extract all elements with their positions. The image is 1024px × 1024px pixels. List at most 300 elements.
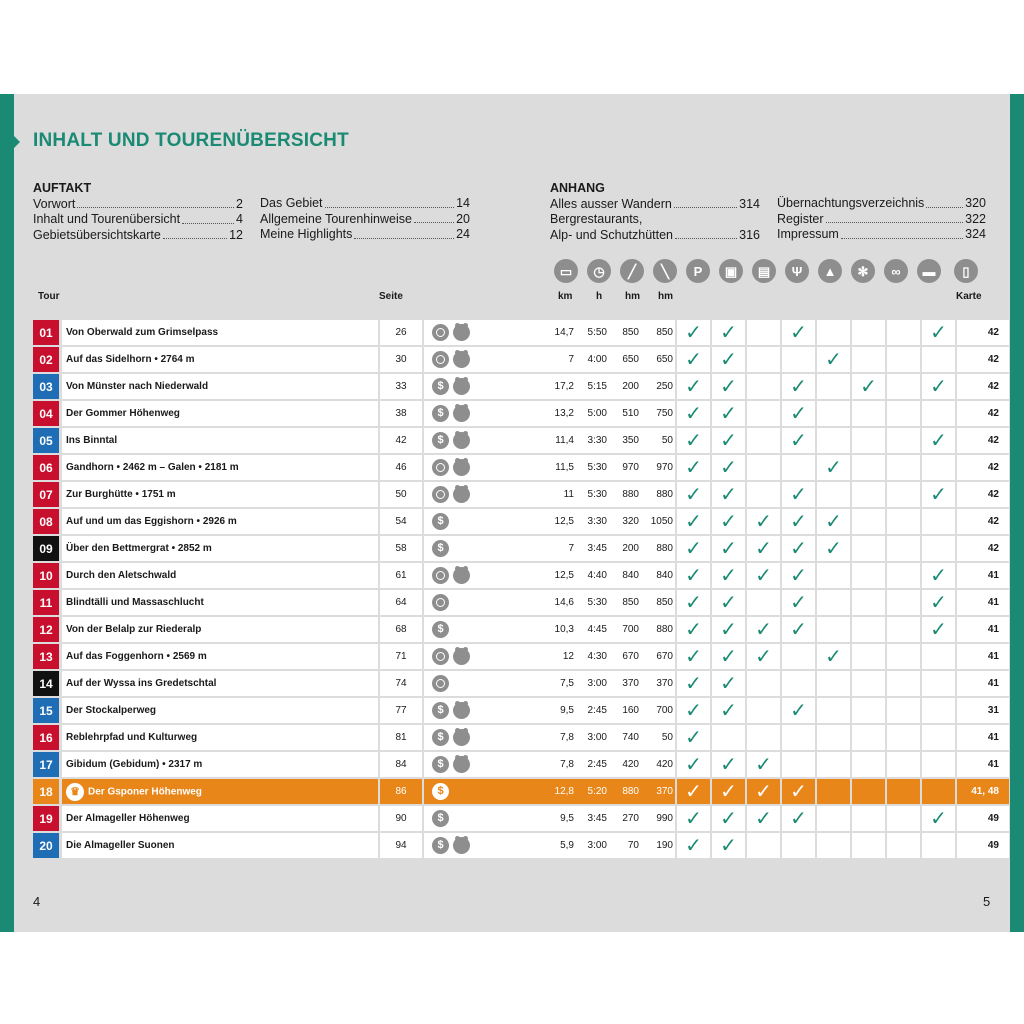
- tour-page: 90: [378, 806, 424, 831]
- feature-check: [815, 428, 850, 453]
- toc-entry: [550, 228, 760, 244]
- tour-ascent: 370: [607, 671, 639, 696]
- tour-hours: 3:00: [574, 671, 607, 696]
- tour-name: [62, 725, 378, 750]
- tour-name: [62, 401, 378, 426]
- tour-km: 11: [544, 482, 574, 507]
- tour-km: 9,5: [544, 806, 574, 831]
- tour-number: 03: [33, 374, 62, 399]
- tour-hours: 3:00: [574, 725, 607, 750]
- tour-symbols: [424, 536, 504, 561]
- toc-leader-dots: [77, 197, 234, 209]
- tour-page: 86: [378, 779, 424, 804]
- tour-row[interactable]: [33, 644, 1009, 669]
- feature-check: [815, 806, 850, 831]
- tour-name: [62, 671, 378, 696]
- tour-name-text: Von Münster nach Niederwald: [66, 381, 209, 392]
- feature-check: [920, 671, 955, 696]
- check-icon: ✓: [710, 806, 745, 831]
- tour-number: 19: [33, 806, 62, 831]
- tour-number: 02: [33, 347, 62, 372]
- tour-name-text: Der Stockalperweg: [66, 705, 157, 716]
- feature-check: [745, 725, 780, 750]
- col-hm-down: hm: [658, 291, 673, 302]
- tour-km: 5,9: [544, 833, 574, 858]
- page-title: INHALT UND TOURENÜBERSICHT: [33, 130, 349, 151]
- hut-icon: ▲: [818, 259, 842, 283]
- tour-row[interactable]: [33, 374, 1009, 399]
- feature-check: [920, 698, 955, 723]
- tour-map-page: 41: [955, 752, 1009, 777]
- tour-descent: 1050: [639, 509, 675, 534]
- tour-symbols: [424, 644, 504, 669]
- tour-map-page: 49: [955, 806, 1009, 831]
- difficulty-icon: [432, 594, 449, 611]
- cost-icon: $: [432, 756, 449, 773]
- check-icon: ✓: [675, 428, 710, 453]
- family-icon: [453, 648, 470, 665]
- check-icon: ✓: [710, 347, 745, 372]
- check-icon: ✓: [920, 806, 955, 831]
- toc-entry: [260, 227, 470, 243]
- check-icon: ✓: [780, 428, 815, 453]
- tour-symbols: [424, 374, 504, 399]
- tour-descent: 250: [639, 374, 675, 399]
- tour-name-text: Ins Binntal: [66, 435, 118, 446]
- tour-name: [62, 833, 378, 858]
- anhang-section-col2: [777, 196, 986, 243]
- tour-ascent: 350: [607, 428, 639, 453]
- check-icon: ✓: [675, 401, 710, 426]
- tour-name: [62, 617, 378, 642]
- check-icon: ✓: [780, 374, 815, 399]
- family-icon: [453, 378, 470, 395]
- tour-name-text: Von der Belalp zur Riederalp: [66, 624, 202, 635]
- toc-entry-label: Das Gebiet: [260, 196, 323, 210]
- feature-check: [745, 590, 780, 615]
- feature-check: [780, 752, 815, 777]
- tour-symbols: [424, 752, 504, 777]
- check-icon: ✓: [675, 590, 710, 615]
- toc-entry-page: 14: [456, 196, 470, 210]
- tour-name: [62, 509, 378, 534]
- tour-page: 77: [378, 698, 424, 723]
- tour-number: 08: [33, 509, 62, 534]
- feature-check: [745, 698, 780, 723]
- spacer: [504, 428, 544, 453]
- tour-row[interactable]: [33, 725, 1009, 750]
- feature-check: [850, 455, 885, 480]
- cost-icon: $: [432, 729, 449, 746]
- toc-entry-label: Alles ausser Wandern: [550, 196, 672, 211]
- tour-ascent: 850: [607, 320, 639, 345]
- feature-check: [885, 428, 920, 453]
- tour-km: 7: [544, 347, 574, 372]
- feature-check: [920, 644, 955, 669]
- feature-check: [885, 752, 920, 777]
- check-icon: ✓: [710, 428, 745, 453]
- tour-symbols: [424, 671, 504, 696]
- check-icon: ✓: [780, 509, 815, 534]
- tour-row[interactable]: [33, 671, 1009, 696]
- check-icon: ✓: [780, 320, 815, 345]
- feature-check: [885, 536, 920, 561]
- check-icon: ✓: [710, 401, 745, 426]
- tour-km: 12,5: [544, 563, 574, 588]
- tour-map-page: 42: [955, 428, 1009, 453]
- check-icon: ✓: [745, 644, 780, 669]
- tour-page: 30: [378, 347, 424, 372]
- tour-hours: 3:45: [574, 536, 607, 561]
- auftakt-section-col2: [260, 196, 470, 243]
- tour-hours: 2:45: [574, 698, 607, 723]
- feature-check: [780, 725, 815, 750]
- check-icon: ✓: [710, 617, 745, 642]
- difficulty-icon: [432, 351, 449, 368]
- bike-icon: ∞: [884, 259, 908, 283]
- tour-row[interactable]: [33, 779, 1009, 804]
- cost-icon: $: [432, 702, 449, 719]
- tour-page: 64: [378, 590, 424, 615]
- feature-check: [850, 482, 885, 507]
- tour-row[interactable]: [33, 833, 1009, 858]
- tour-number: 10: [33, 563, 62, 588]
- tour-row[interactable]: [33, 536, 1009, 561]
- toc-entry: [33, 197, 243, 213]
- feature-check: [815, 320, 850, 345]
- spacer: [504, 779, 544, 804]
- tour-row[interactable]: [33, 617, 1009, 642]
- toc-entry: [260, 196, 470, 212]
- tour-symbols: [424, 347, 504, 372]
- spacer: [504, 698, 544, 723]
- toc-entry-page: 316: [739, 227, 760, 242]
- feature-check: [815, 671, 850, 696]
- tour-name: [62, 320, 378, 345]
- feature-check: [745, 833, 780, 858]
- feature-check: [815, 779, 850, 804]
- tour-number: 07: [33, 482, 62, 507]
- toc-leader-dots: [325, 196, 455, 208]
- check-icon: ✓: [815, 455, 850, 480]
- tour-hours: 3:30: [574, 428, 607, 453]
- tour-symbols: [424, 509, 504, 534]
- feature-check: [885, 644, 920, 669]
- feature-check: [885, 563, 920, 588]
- cost-icon: $: [432, 405, 449, 422]
- tour-name: [62, 752, 378, 777]
- cost-icon: $: [432, 621, 449, 638]
- toc-leader-dots: [926, 196, 963, 208]
- anhang-section: [550, 181, 760, 243]
- tour-ascent: 970: [607, 455, 639, 480]
- check-icon: ✓: [745, 563, 780, 588]
- toc-leader-dots: [674, 197, 737, 209]
- feature-check: [920, 401, 955, 426]
- tour-name-text: Zur Burghütte • 1751 m: [66, 489, 176, 500]
- tour-page: 74: [378, 671, 424, 696]
- tour-row[interactable]: [33, 563, 1009, 588]
- check-icon: ✓: [710, 698, 745, 723]
- feature-check: [920, 725, 955, 750]
- tour-descent: 970: [639, 455, 675, 480]
- column-icons-row: [554, 259, 984, 285]
- tour-ascent: 670: [607, 644, 639, 669]
- tour-descent: 850: [639, 590, 675, 615]
- tour-number: 05: [33, 428, 62, 453]
- toc-leader-dots: [826, 212, 964, 224]
- tour-map-page: 42: [955, 455, 1009, 480]
- tour-symbols: [424, 590, 504, 615]
- tour-name: [62, 536, 378, 561]
- feature-check: [885, 509, 920, 534]
- tour-km: 7: [544, 536, 574, 561]
- tour-km: 12: [544, 644, 574, 669]
- check-icon: ✓: [710, 320, 745, 345]
- left-accent-bar: [0, 94, 14, 932]
- feature-check: [745, 401, 780, 426]
- tour-map-page: 42: [955, 374, 1009, 399]
- cost-icon: $: [432, 378, 449, 395]
- family-icon: [453, 567, 470, 584]
- tour-ascent: 840: [607, 563, 639, 588]
- family-icon: [453, 459, 470, 476]
- check-icon: ✓: [710, 671, 745, 696]
- family-icon: [453, 729, 470, 746]
- check-icon: ✓: [710, 644, 745, 669]
- tour-ascent: 700: [607, 617, 639, 642]
- tour-row[interactable]: [33, 401, 1009, 426]
- tour-name-text: Der Gsponer Höhenweg: [88, 786, 202, 798]
- tour-symbols: [424, 725, 504, 750]
- feature-check: [885, 347, 920, 372]
- tour-table: [33, 318, 1009, 860]
- toc-entry: [550, 197, 760, 213]
- feature-check: [815, 752, 850, 777]
- tour-map-page: 42: [955, 320, 1009, 345]
- page-number-left: 4: [33, 894, 41, 909]
- check-icon: ✓: [675, 374, 710, 399]
- tour-name: [62, 374, 378, 399]
- feature-check: [780, 833, 815, 858]
- spacer: [504, 401, 544, 426]
- feature-check: [745, 374, 780, 399]
- feature-check: [920, 509, 955, 534]
- tour-km: 7,8: [544, 752, 574, 777]
- book-spread: [0, 94, 1024, 932]
- tour-hours: 4:00: [574, 347, 607, 372]
- tour-hours: 3:30: [574, 509, 607, 534]
- tour-page: 71: [378, 644, 424, 669]
- tour-hours: 3:00: [574, 833, 607, 858]
- feature-check: [815, 482, 850, 507]
- tour-km: 11,4: [544, 428, 574, 453]
- tour-row[interactable]: [33, 482, 1009, 507]
- toc-entry-label: Allgemeine Tourenhinweise: [260, 211, 412, 226]
- tour-number: 01: [33, 320, 62, 345]
- anhang-heading: ANHANG: [550, 181, 605, 195]
- tour-symbols: [424, 320, 504, 345]
- feature-check: [885, 401, 920, 426]
- tour-map-page: 41: [955, 725, 1009, 750]
- feature-check: [920, 455, 955, 480]
- tour-name: [62, 482, 378, 507]
- check-icon: ✓: [780, 536, 815, 561]
- col-seite: Seite: [379, 291, 403, 302]
- tour-hours: 5:20: [574, 779, 607, 804]
- cost-icon: $: [432, 837, 449, 854]
- family-icon: [453, 756, 470, 773]
- check-icon: ✓: [675, 779, 710, 804]
- toc-leader-dots: [163, 228, 227, 240]
- check-icon: ✓: [920, 374, 955, 399]
- feature-check: [850, 401, 885, 426]
- difficulty-icon: [432, 567, 449, 584]
- right-accent-bar: [1010, 94, 1024, 932]
- toc-entry-page: 4: [236, 212, 243, 226]
- feature-check: [745, 320, 780, 345]
- tour-symbols: [424, 455, 504, 480]
- difficulty-icon: [432, 648, 449, 665]
- parking-icon: P: [686, 259, 710, 283]
- check-icon: ✓: [780, 779, 815, 804]
- tour-name: [62, 563, 378, 588]
- tour-map-page: 41: [955, 590, 1009, 615]
- tour-name: [62, 779, 378, 804]
- tour-row[interactable]: [33, 806, 1009, 831]
- feature-check: [850, 671, 885, 696]
- tour-row[interactable]: [33, 752, 1009, 777]
- family-icon: [453, 837, 470, 854]
- col-km: km: [558, 291, 573, 302]
- check-icon: ✓: [675, 482, 710, 507]
- feature-check: [850, 428, 885, 453]
- tour-ascent: 850: [607, 590, 639, 615]
- feature-check: [850, 725, 885, 750]
- toc-entry-label: Meine Highlights: [260, 227, 353, 241]
- spacer: [504, 509, 544, 534]
- signpost-icon: ▭: [554, 259, 578, 283]
- feature-check: [850, 752, 885, 777]
- feature-check: [850, 617, 885, 642]
- tour-row[interactable]: [33, 590, 1009, 615]
- tour-name-text: Durch den Aletschwald: [66, 570, 177, 581]
- feature-check: [780, 347, 815, 372]
- cost-icon: $: [432, 432, 449, 449]
- tour-hours: 5:50: [574, 320, 607, 345]
- tour-map-page: 41: [955, 617, 1009, 642]
- feature-check: [815, 617, 850, 642]
- col-karte: Karte: [956, 291, 982, 302]
- clock-icon: ◷: [587, 259, 611, 283]
- tour-descent: 50: [639, 725, 675, 750]
- feature-check: [745, 347, 780, 372]
- tour-map-page: 41: [955, 644, 1009, 669]
- tour-page: 26: [378, 320, 424, 345]
- check-icon: ✓: [920, 428, 955, 453]
- check-icon: ✓: [710, 563, 745, 588]
- tour-ascent: 160: [607, 698, 639, 723]
- feature-check: [780, 455, 815, 480]
- tour-km: 17,2: [544, 374, 574, 399]
- tour-page: 50: [378, 482, 424, 507]
- tour-page: 42: [378, 428, 424, 453]
- toc-entry: [777, 227, 986, 243]
- tour-descent: 50: [639, 428, 675, 453]
- feature-check: [815, 833, 850, 858]
- tour-km: 13,2: [544, 401, 574, 426]
- tour-row[interactable]: [33, 428, 1009, 453]
- check-icon: ✓: [815, 644, 850, 669]
- toc-entry-label: Gebietsübersichtskarte: [33, 227, 161, 242]
- col-h: h: [596, 291, 603, 302]
- check-icon: ✓: [675, 320, 710, 345]
- tour-name: [62, 806, 378, 831]
- crown-icon: ♛: [66, 783, 84, 801]
- tour-row[interactable]: [33, 509, 1009, 534]
- tour-name-text: Auf das Foggenhorn • 2569 m: [66, 651, 207, 662]
- toc-leader-dots: [182, 212, 234, 224]
- tour-hours: 4:45: [574, 617, 607, 642]
- check-icon: ✓: [675, 509, 710, 534]
- tour-symbols: [424, 401, 504, 426]
- check-icon: ✓: [710, 833, 745, 858]
- tour-ascent: 880: [607, 779, 639, 804]
- check-icon: ✓: [780, 482, 815, 507]
- tour-ascent: 200: [607, 536, 639, 561]
- tour-row[interactable]: [33, 347, 1009, 372]
- col-tour: Tour: [38, 291, 60, 302]
- check-icon: ✓: [745, 779, 780, 804]
- tour-symbols: [424, 563, 504, 588]
- check-icon: ✓: [675, 806, 710, 831]
- family-icon: [453, 702, 470, 719]
- tour-hours: 5:30: [574, 482, 607, 507]
- tour-ascent: 650: [607, 347, 639, 372]
- tour-descent: 880: [639, 536, 675, 561]
- difficulty-icon: [432, 486, 449, 503]
- toc-leader-dots: [354, 227, 454, 239]
- difficulty-icon: [432, 459, 449, 476]
- toc-entry: [260, 212, 470, 228]
- tour-row[interactable]: [33, 320, 1009, 345]
- toc-entry-label: Übernachtungsverzeichnis: [777, 196, 925, 210]
- tour-symbols: [424, 779, 504, 804]
- tour-row[interactable]: [33, 698, 1009, 723]
- tour-name-text: Der Gommer Höhenweg: [66, 408, 180, 419]
- check-icon: ✓: [710, 779, 745, 804]
- tour-row[interactable]: [33, 455, 1009, 480]
- tour-symbols: [424, 482, 504, 507]
- spacer: [504, 536, 544, 561]
- tour-number: 11: [33, 590, 62, 615]
- tour-name-text: Blindtälli und Massaschlucht: [66, 597, 204, 608]
- tour-descent: 840: [639, 563, 675, 588]
- tour-number: 14: [33, 671, 62, 696]
- ascent-icon: ╱: [620, 259, 644, 283]
- feature-check: [920, 347, 955, 372]
- feature-check: [850, 320, 885, 345]
- tour-km: 7,8: [544, 725, 574, 750]
- tour-page: 38: [378, 401, 424, 426]
- feature-check: [885, 779, 920, 804]
- tour-number: 17: [33, 752, 62, 777]
- feature-check: [745, 455, 780, 480]
- feature-check: [885, 698, 920, 723]
- tour-page: 61: [378, 563, 424, 588]
- spacer: [504, 806, 544, 831]
- tour-ascent: 70: [607, 833, 639, 858]
